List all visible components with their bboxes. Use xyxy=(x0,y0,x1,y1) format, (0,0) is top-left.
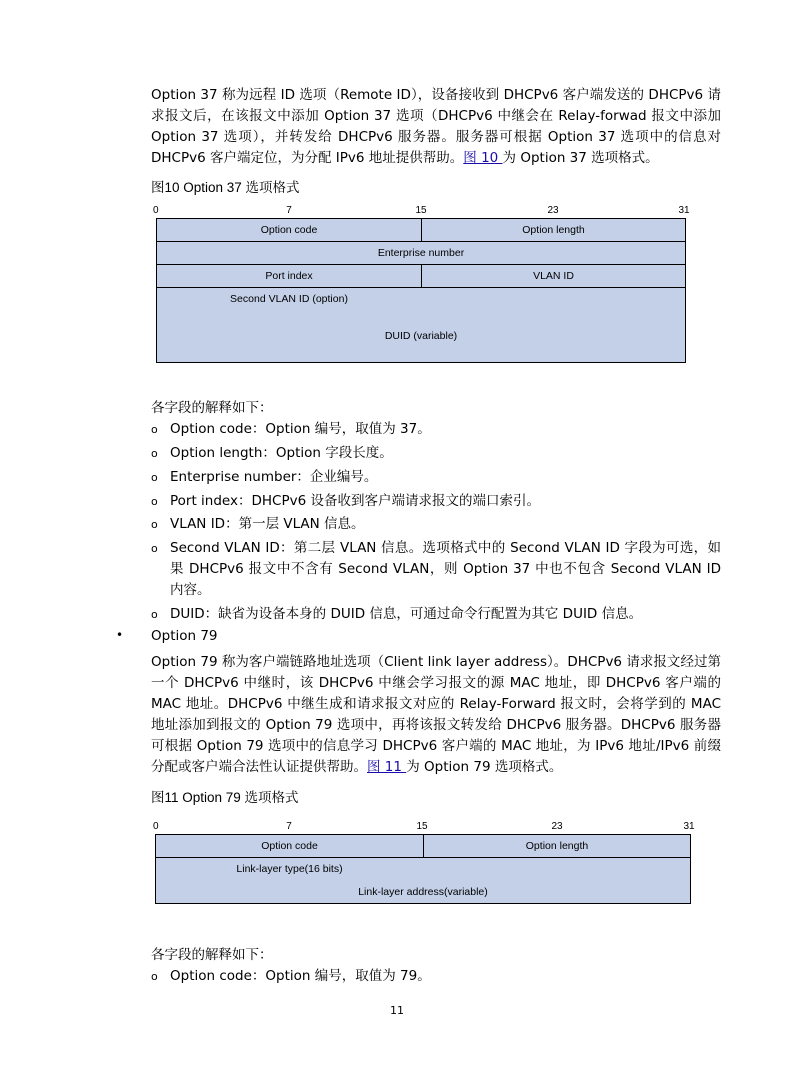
list-item xyxy=(151,467,721,488)
figure10-link[interactable]: 图 10 xyxy=(463,150,503,166)
list-item-text: Second VLAN ID：第二层 VLAN 信息。选项格式中的 Second VLAN ID 字段为可选，如果 DHCPv6 报文中不含有 Second VLAN，则 Option 37 中也不包含 Second VLAN ID 内容。 xyxy=(170,540,721,598)
tick-15: 15 xyxy=(415,205,427,216)
figure10-option37-format-diagram xyxy=(156,218,686,363)
figure10-bit-scale xyxy=(0,205,794,219)
tick-23: 23 xyxy=(551,821,563,832)
option79-description xyxy=(151,652,721,778)
list-item xyxy=(151,514,721,535)
field-enterprise-number: Enterprise number xyxy=(156,241,686,265)
figure11-link[interactable]: 图 11 xyxy=(367,759,407,775)
fields79-intro: 各字段的解释如下： xyxy=(151,947,273,963)
field-link-layer-address: Link-layer address(variable) xyxy=(155,880,691,904)
list-item xyxy=(151,443,721,464)
list-bullet: o xyxy=(151,970,158,983)
field-option-code: Option code xyxy=(156,218,422,242)
field-duid-top-extension xyxy=(421,287,686,311)
list-bullet: o xyxy=(151,495,158,508)
field-option-length: Option length xyxy=(421,218,686,242)
field-link-layer-type: Link-layer type(16 bits) xyxy=(155,857,424,881)
field-vlan-id: VLAN ID xyxy=(421,264,686,288)
field-link-layer-address-top-extension xyxy=(423,857,691,881)
figure11-bit-scale xyxy=(0,821,794,835)
list-item xyxy=(151,604,721,625)
option37-description xyxy=(151,85,721,169)
list-bullet: o xyxy=(151,471,158,484)
list-bullet: o xyxy=(151,608,158,621)
list-bullet: o xyxy=(151,542,158,555)
figure10-caption: 图10 Option 37 选项格式 xyxy=(151,180,300,195)
figure11-option79-format-diagram xyxy=(155,834,691,904)
list-item-text: DUID：缺省为设备本身的 DUID 信息，可通过命令行配置为其它 DUID 信息。 xyxy=(170,606,643,622)
tick-0: 0 xyxy=(153,205,159,216)
list-bullet: o xyxy=(151,423,158,436)
list-item xyxy=(151,538,721,601)
list-item-text: Enterprise number：企业编号。 xyxy=(170,469,378,485)
field-second-vlan-id: Second VLAN ID (option) xyxy=(156,287,422,311)
list-bullet: o xyxy=(151,447,158,460)
list-item-text: Option code：Option 编号，取值为 79。 xyxy=(170,968,431,984)
list-item-text: Option code：Option 编号，取值为 37。 xyxy=(170,421,431,437)
tick-31: 31 xyxy=(678,205,690,216)
list-item xyxy=(151,419,721,440)
tick-0: 0 xyxy=(153,821,159,832)
list-item xyxy=(151,491,721,512)
tick-7: 7 xyxy=(286,205,292,216)
option79-title: Option 79 xyxy=(151,628,218,644)
list-item-text: Option length：Option 字段长度。 xyxy=(170,445,393,461)
tick-31: 31 xyxy=(683,821,695,832)
field-option-length: Option length xyxy=(423,834,691,858)
list-item-text: VLAN ID：第一层 VLAN 信息。 xyxy=(170,516,365,532)
list-bullet: o xyxy=(151,518,158,531)
field-option-code: Option code xyxy=(155,834,424,858)
figure11-caption: 图11 Option 79 选项格式 xyxy=(151,790,299,805)
field-duid: DUID (variable) xyxy=(156,310,686,363)
option37-description-text: Option 37 称为远程 ID 选项（Remote ID），设备接收到 DHCPv6 客户端发送的 DHCPv6 请求报文后，在该报文中添加 Option 37 选项（DHCPv6 中继会在 Relay-forwad 报文中添加 Option 37 选项），并转发给 DHCPv6 服务器。服务器可根据 Option 37 选项中的信息对 DHCPv6 客户端定位，为分配 IPv6 地址提供帮助。 xyxy=(151,87,721,166)
option79-description-text: Option 79 称为客户端链路地址选项（Client link layer address）。DHCPv6 请求报文经过第一个 DHCPv6 中继时，该 DHCPv6 中继会学习报文的源 MAC 地址，即 DHCPv6 客户端的 MAC 地址。DHCPv6 中继生成和请求报文对应的 Relay-Forward 报文时，会将学到的 MAC 地址添加到报文的 Option 79 选项中，再将该报文转发给 DHCPv6 服务器。DHCPv6 服务器可根据 Option 79 选项中的信息学习 DHCPv6 客户端的 MAC 地址，为 IPv6 地址/IPv6 前缀分配或客户端合法性认证提供帮助。 xyxy=(151,654,721,775)
tick-23: 23 xyxy=(547,205,559,216)
tick-7: 7 xyxy=(286,821,292,832)
page-number: 11 xyxy=(390,1004,404,1017)
section-bullet: • xyxy=(116,628,124,642)
option37-description-tail: 为 Option 37 选项格式。 xyxy=(502,150,659,166)
list-item-text: Port index：DHCPv6 设备收到客户端请求报文的端口索引。 xyxy=(170,493,540,509)
fields37-intro: 各字段的解释如下： xyxy=(151,400,273,416)
tick-15: 15 xyxy=(416,821,428,832)
list-item xyxy=(151,966,721,987)
option79-description-tail: 为 Option 79 选项格式。 xyxy=(406,759,563,775)
field-port-index: Port index xyxy=(156,264,422,288)
